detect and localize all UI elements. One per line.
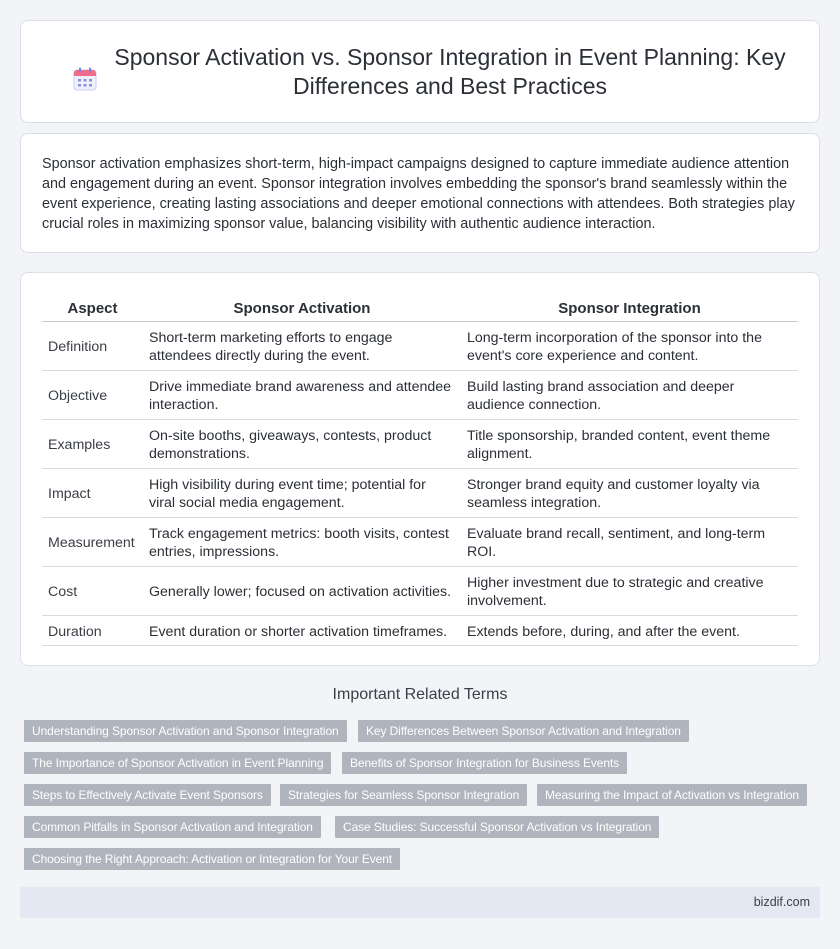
cell-activation: High visibility during event time; potential for viral social media engagement.	[143, 469, 461, 518]
cell-integration: Title sponsorship, branded content, event theme alignment.	[461, 420, 798, 469]
cell-aspect: Examples	[42, 420, 143, 469]
table-header-row	[42, 293, 798, 322]
table-row	[42, 518, 798, 567]
cell-aspect: Cost	[42, 567, 143, 616]
cell-integration: Long-term incorporation of the sponsor into the event's core experience and content.	[461, 322, 798, 371]
table-row	[42, 469, 798, 518]
cell-activation: Drive immediate brand awareness and attendee interaction.	[143, 371, 461, 420]
cell-aspect: Measurement	[42, 518, 143, 567]
cell-integration: Build lasting brand association and deeper audience connection.	[461, 371, 798, 420]
column-header-integration: Sponsor Integration	[461, 293, 798, 322]
cell-integration: Extends before, during, and after the event.	[461, 616, 798, 646]
table-row	[42, 567, 798, 616]
cell-activation: Generally lower; focused on activation activities.	[143, 567, 461, 616]
cell-activation: Track engagement metrics: booth visits, contest entries, impressions.	[143, 518, 461, 567]
cell-aspect: Impact	[42, 469, 143, 518]
cell-integration: Stronger brand equity and customer loyalty via seamless integration.	[461, 469, 798, 518]
comparison-table	[42, 293, 798, 646]
cell-integration: Evaluate brand recall, sentiment, and long-term ROI.	[461, 518, 798, 567]
cell-integration: Higher investment due to strategic and creative involvement.	[461, 567, 798, 616]
related-tag[interactable]: Strategies for Seamless Sponsor Integration	[280, 784, 527, 806]
table-row	[42, 322, 798, 371]
table-row	[42, 420, 798, 469]
page-title: Sponsor Activation vs. Sponsor Integration in Event Planning: Key Differences and Best Practices	[114, 44, 786, 99]
intro-card	[20, 133, 820, 253]
related-tag[interactable]: Benefits of Sponsor Integration for Business Events	[342, 752, 627, 774]
cell-activation: Short-term marketing efforts to engage attendees directly during the event.	[143, 322, 461, 371]
cell-activation: On-site booths, giveaways, contests, product demonstrations.	[143, 420, 461, 469]
related-tag[interactable]: Choosing the Right Approach: Activation or Integration for Your Event	[24, 848, 400, 870]
table-row	[42, 371, 798, 420]
related-tag[interactable]: Measuring the Impact of Activation vs Integration	[537, 784, 807, 806]
cell-aspect: Duration	[42, 616, 143, 646]
related-tag[interactable]: Case Studies: Successful Sponsor Activation vs Integration	[335, 816, 659, 838]
footer-site-name[interactable]: bizdif.com	[753, 895, 810, 909]
table-row	[42, 616, 798, 646]
related-tag[interactable]: Common Pitfalls in Sponsor Activation and Integration	[24, 816, 321, 838]
related-tag[interactable]: The Importance of Sponsor Activation in Event Planning	[24, 752, 331, 774]
cell-aspect: Objective	[42, 371, 143, 420]
related-tag[interactable]: Understanding Sponsor Activation and Sponsor Integration	[24, 720, 347, 742]
intro-paragraph: Sponsor activation emphasizes short-term, high-impact campaigns designed to capture immediate audience attention and engagement during an event. Sponsor integration involves embedding the sponsor's brand seamlessly within the event experience, creating lasting associations and deeper emotional connections with attendees. Both strategies play crucial roles in maximizing sponsor value, balancing visibility with authentic audience interaction.	[42, 156, 795, 232]
related-tag[interactable]: Key Differences Between Sponsor Activation and Integration	[358, 720, 689, 742]
cell-aspect: Definition	[42, 322, 143, 371]
footer-bar	[20, 887, 820, 918]
comparison-card	[20, 272, 820, 666]
column-header-aspect: Aspect	[42, 293, 143, 322]
header-card	[20, 20, 820, 123]
cell-activation: Event duration or shorter activation timeframes.	[143, 616, 461, 646]
related-tag[interactable]: Steps to Effectively Activate Event Sponsors	[24, 784, 271, 806]
related-terms-title: Important Related Terms	[332, 686, 508, 703]
column-header-activation: Sponsor Activation	[143, 293, 461, 322]
